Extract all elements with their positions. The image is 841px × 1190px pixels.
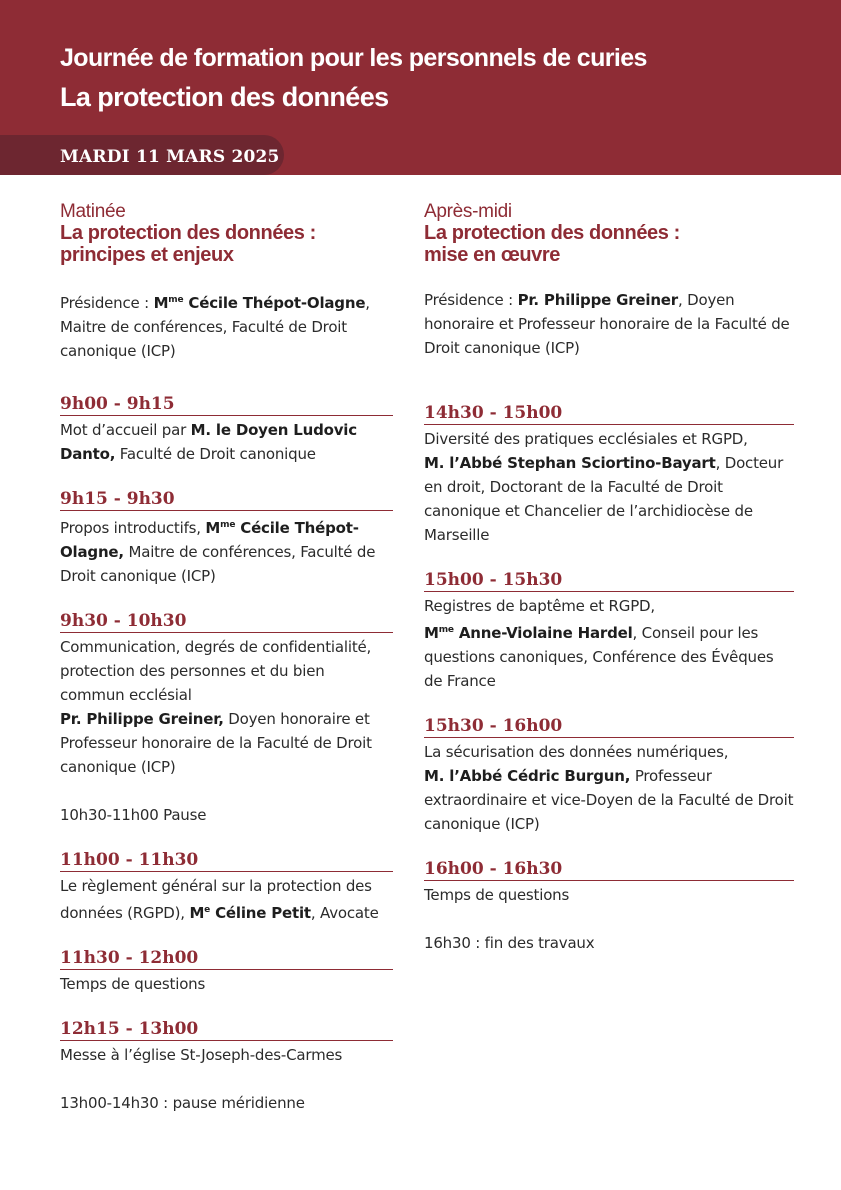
morning-column xyxy=(60,200,393,1115)
morning-presidence xyxy=(60,288,393,363)
presidence-lead: Présidence : xyxy=(60,294,154,312)
program-slot xyxy=(60,488,393,588)
slot-time: 9h00 - 9h15 xyxy=(60,393,393,416)
slot-speaker-line xyxy=(424,451,794,547)
speaker-name: Anne-Violaine Hardel xyxy=(453,624,633,642)
morning-title xyxy=(60,222,393,266)
afternoon-label: Après-midi xyxy=(424,201,512,222)
slot-desc: Le règlement général sur la protection des données (RGPD), xyxy=(60,877,372,922)
slot-detail: , Docteur en droit, Doctorant de la Faculté de Droit canonique et Chancelier de l’archidiocèse de Marseille xyxy=(424,454,784,544)
morning-label: Matinée xyxy=(60,201,126,222)
program-slot xyxy=(60,1018,393,1067)
slot-description: La sécurisation des données numériques, xyxy=(424,743,729,761)
afternoon-presidence xyxy=(424,288,794,360)
slot-time: 16h00 - 16h30 xyxy=(424,858,794,881)
afternoon-title xyxy=(424,222,794,266)
afternoon-title-line2: mise en œuvre xyxy=(424,244,560,266)
slot-description xyxy=(60,418,393,466)
end-note: 16h30 : fin des travaux xyxy=(424,934,595,952)
presidence-lead: Présidence : xyxy=(424,291,518,309)
speaker-prefix: M xyxy=(424,624,439,642)
slot-description: Temps de questions xyxy=(60,975,206,993)
slot-speaker: M. l’Abbé Cédric Burgun, xyxy=(424,767,631,785)
slot-time: 12h15 - 13h00 xyxy=(60,1018,393,1041)
slot-speaker xyxy=(189,904,310,922)
program-slot xyxy=(60,849,393,925)
slot-time: 9h15 - 9h30 xyxy=(60,488,393,511)
slot-description: Registres de baptême et RGPD, xyxy=(424,597,655,615)
speaker-sup: e xyxy=(204,905,211,915)
title-prefix: M xyxy=(153,294,169,312)
lunch-note: 13h00-14h30 : pause méridienne xyxy=(60,1094,305,1112)
pause-note: 10h30-11h00 Pause xyxy=(60,806,207,824)
slot-time: 9h30 - 10h30 xyxy=(60,610,393,633)
slot-speaker: M. l’Abbé Stephan Sciortino-Bayart xyxy=(424,454,716,472)
program-slot xyxy=(60,947,393,996)
slot-detail: Maitre de conférences, Faculté de Droit canonique (ICP) xyxy=(60,543,376,585)
slot-time: 11h30 - 12h00 xyxy=(60,947,393,970)
program-slot xyxy=(424,715,794,836)
slot-speaker: M. le Doyen Ludovic Danto, xyxy=(60,421,357,463)
slot-description xyxy=(60,513,393,588)
slot-description: Communication, degrés de confidentialité, protection des personnes et du bien commun ecclésial xyxy=(60,638,372,704)
program-slot xyxy=(424,569,794,693)
program-slot xyxy=(424,402,794,547)
presidence-detail: , Maitre de conférences, Faculté de Droit canonique (ICP) xyxy=(60,294,370,360)
slot-detail: , Avocate xyxy=(310,904,379,922)
title-sup: me xyxy=(168,295,184,305)
slot-description: Diversité des pratiques ecclésiales et RGPD, xyxy=(424,430,748,448)
slot-description: Temps de questions xyxy=(424,886,570,904)
morning-title-line1: La protection des données : xyxy=(60,222,316,244)
slot-detail: Doyen honoraire et Professeur honoraire de la Faculté de Droit canonique (ICP) xyxy=(60,710,372,776)
speaker-prefix: M xyxy=(205,519,221,537)
header-banner xyxy=(0,0,841,155)
slot-description: Messe à l’église St-Joseph-des-Carmes xyxy=(60,1046,343,1064)
presidence-person: Cécile Thépot-Olagne xyxy=(183,294,366,312)
event-title: Journée de formation pour les personnels de curies xyxy=(60,44,647,72)
slot-desc: Propos introductifs, xyxy=(60,519,206,537)
slot-time: 15h00 - 15h30 xyxy=(424,569,794,592)
speaker-name: Céline Petit xyxy=(210,904,311,922)
slot-desc: Mot d’accueil par xyxy=(60,421,191,439)
slot-detail: , Conseil pour les questions canoniques, Conférence des Évêques de France xyxy=(424,624,774,690)
slot-speaker: Pr. Philippe Greiner, xyxy=(60,710,224,728)
presidence-name xyxy=(154,294,366,312)
slot-speaker-line xyxy=(424,764,794,836)
speaker-sup: me xyxy=(438,625,454,635)
afternoon-column xyxy=(424,200,794,955)
slot-detail: Faculté de Droit canonique xyxy=(115,445,316,463)
program-slot xyxy=(424,858,794,907)
slot-detail: Professeur extraordinaire et vice-Doyen de la Faculté de Droit canonique (ICP) xyxy=(424,767,794,833)
slot-time: 15h30 - 16h00 xyxy=(424,715,794,738)
program-slot xyxy=(60,393,393,466)
presidence-name: Pr. Philippe Greiner xyxy=(517,291,678,309)
afternoon-title-line1: La protection des données : xyxy=(424,222,680,244)
event-date: MARDI 11 MARS 2025 xyxy=(60,147,280,167)
slot-description xyxy=(60,874,393,925)
slot-time: 11h00 - 11h30 xyxy=(60,849,393,872)
speaker-name: Cécile Thépot-Olagne, xyxy=(60,519,359,561)
presidence-detail: , Doyen honoraire et Professeur honoraire de la Faculté de Droit canonique (ICP) xyxy=(424,291,790,357)
slot-time: 14h30 - 15h00 xyxy=(424,402,794,425)
speaker-prefix: M xyxy=(189,904,205,922)
program-slot xyxy=(60,610,393,779)
slot-speaker-line xyxy=(424,618,794,693)
event-subtitle: La protection des données xyxy=(60,82,389,112)
speaker-sup: me xyxy=(220,520,236,530)
morning-title-line2: principes et enjeux xyxy=(60,244,234,266)
slot-speaker xyxy=(424,624,633,642)
slot-speaker-line xyxy=(60,707,393,779)
